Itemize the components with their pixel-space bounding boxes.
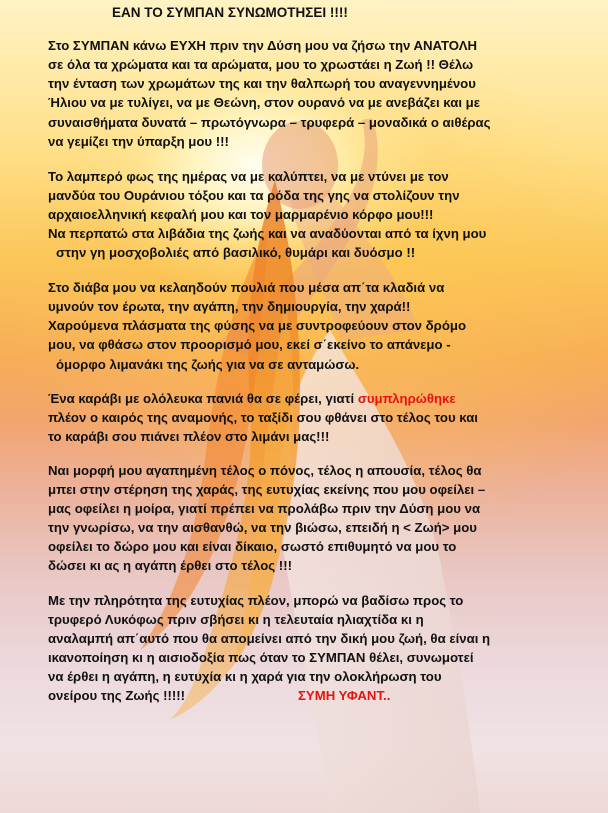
line-5: συναισθήματα δυνατά – πρωτόγνωρα – τρυφερά – μοναδικά ο αιθέρας [48,115,491,130]
line-17-text: Ένα καράβι με ολόλευκα πανιά θα σε φέρει, γιατί [48,391,358,406]
line-26: Με την πληρότητα της ευτυχίας πλέον, μπορώ να βαδίσω προς το [48,593,464,608]
line-1: Στο ΣΥΜΠΑΝ κάνω ΕΥΧΗ πριν την Δύση μου να ζήσω την ΑΝΑΤΟΛΗ [48,38,478,53]
line-9: αρχαιοελληνική κεφαλή μου και τον μαρμαρένιο κόρφο μου!!! [48,207,434,222]
line-31: ονείρου της Ζωής !!!!! [48,688,186,703]
line-21: μπει στην στέρηση της χαράς, της ευτυχίας εκείνης που μου οφείλει – [48,482,486,497]
line-30: να έρθει η αγάπη, η ευτυχία κι η χαρά για την ολοκλήρωση του [48,669,442,684]
line-29: ικανοποίηση κι η αισιοδοξία πως όταν το ΣΥΜΠΑΝ θέλει, συνωμοτεί [48,650,474,665]
line-16: όμορφο λιμανάκι της ζωής για να σε ανταμώσω. [56,357,360,372]
line-24: οφείλει το δώρο μου και είναι δίκαιο, σωστό επιθυμητό να μου το [48,539,457,554]
line-3: την ένταση των χρωμάτων της και την θαλπωρή του αναγεννημένου [48,76,476,91]
line-6: να γεμίζει την ύπαρξη μου !!! [48,134,229,149]
line-14: Χαρούμενα πλάσματα της φύσης να με συντροφεύουν στον δρόμο [48,318,467,333]
line-10: Να περπατώ στα λιβάδια της ζωής και να αναδύονται από τα ίχνη μου [48,226,487,241]
poem-title: ΕΑΝ ΤΟ ΣΥΜΠΑΝ ΣΥΝΩΜΟΤΗΣΕΙ !!!! [112,5,348,20]
line-4: Ήλιου να με τυλίγει, να με Θεώνη, στον ουρανό να με ανεβάζει και με [48,95,480,110]
line-23: την γνωρίσω, να την αισθανθώ, να την βιώσω, επειδή η < Ζωή> μου [48,520,477,535]
line-2: σε όλα τα χρώματα και τα αρώματα, μου το χρωστάει η Ζωή !! Θέλω [48,57,474,72]
signature: ΣΥΜΗ ΥΦΑΝΤ.. [298,688,391,703]
line-28: αναλαμπή απ΄αυτό που θα απομείνει από την δική μου ζωή, θα είναι η [48,631,491,646]
line-13: υμνούν τον έρωτα, την αγάπη, την δημιουργία, την χαρά!! [48,299,411,314]
line-18: πλέον ο καιρός της αναμονής, το ταξίδι σου φθάνει στο τέλος του και [48,410,478,425]
line-15: μου, να φθάσω στον προορισμό μου, εκεί σ΄εκείνο το απάνεμο - [48,337,451,352]
highlight-word: συμπληρώθηκε [357,391,456,406]
line-25: δώσει κι ας η αγάπη έρθει στο τέλος !!! [48,558,292,573]
line-11: στην γη μοσχοβολιές από βασιλικό, θυμάρι και δυόσμο !! [56,245,416,260]
line-17 [48,390,456,409]
line-8: μανδύα του Ουράνιου τόξου και τα ρόδα της γης να στολίζουν την [48,188,460,203]
line-22: μας οφείλει η μοίρα, γιατί πρέπει να προλάβω πριν την Δύση μου να [48,501,481,516]
line-27: τρυφερό Λυκόφως πριν σβήσει κι η τελευταία ηλιαχτίδα κι η [48,612,424,627]
line-20: Ναι μορφή μου αγαπημένη τέλος ο πόνος, τέλος η απουσία, τέλος θα [48,463,482,478]
line-7: Το λαμπερό φως της ημέρας να με καλύπτει, να με ντύνει με τον [48,169,449,184]
line-12: Στο διάβα μου να κελαηδούν πουλιά που μέσα απ΄τα κλαδιά να [48,280,445,295]
line-19: το καράβι σου πιάνει πλέον στο λιμάνι μας!!! [48,429,330,444]
